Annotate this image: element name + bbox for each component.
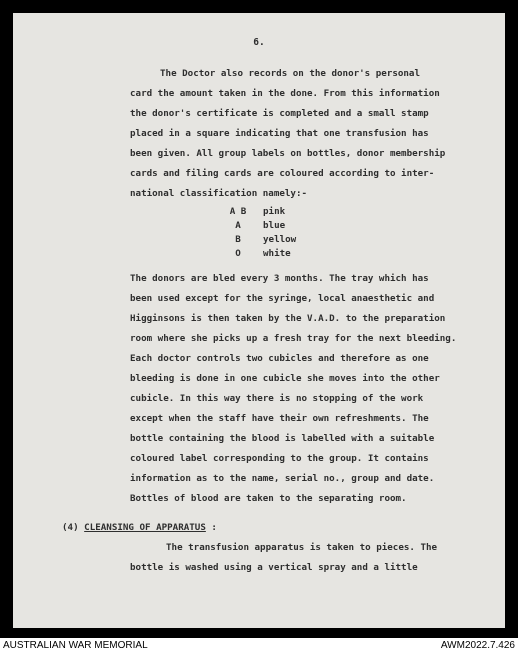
section-title: CLEANSING OF APPARATUS [84, 522, 206, 533]
text-line: cards and filing cards are coloured according to inter- [130, 168, 435, 179]
text-line: Higginsons is then taken by the V.A.D. to the preparation [130, 313, 446, 324]
group-code: O [235, 248, 241, 259]
text-line: placed in a square indicating that one transfusion has [130, 128, 429, 139]
group-colour: white [263, 248, 291, 259]
text-line: card the amount taken in the done. From this information [130, 88, 440, 99]
document-page [13, 13, 505, 628]
text-line: Each doctor controls two cubicles and therefore as one [130, 353, 429, 364]
text-line: room where she picks up a fresh tray for the next bleeding. [130, 333, 457, 344]
section-colon: : [205, 522, 217, 533]
text-line: bleeding is done in one cubicle she moves into the other [130, 373, 440, 384]
text-line: except when the staff have their own refreshments. The [130, 413, 429, 424]
group-code: A [235, 220, 241, 231]
blood-group-table [213, 206, 323, 262]
text-line: national classification namely:- [130, 188, 308, 199]
group-row [213, 220, 323, 234]
text-line: The donors are bled every 3 months. The tray which has [130, 273, 429, 284]
group-colour: yellow [263, 234, 297, 245]
group-colour: pink [263, 206, 286, 217]
group-row [213, 206, 323, 220]
text-line: been used except for the syringe, local anaesthetic and [130, 293, 435, 304]
text-line: The transfusion apparatus is taken to pieces. The [166, 542, 438, 553]
group-row [213, 248, 323, 262]
text-line: bottle is washed using a vertical spray and a little [130, 562, 418, 573]
text-line: Bottles of blood are taken to the separating room. [130, 493, 407, 504]
footer-bar [0, 638, 518, 653]
text-line: coloured label corresponding to the group. It contains [130, 453, 429, 464]
group-code: A B [229, 206, 247, 217]
page-number: 6. [253, 37, 265, 48]
group-code: B [235, 234, 241, 245]
text-line: The Doctor also records on the donor's personal [160, 68, 420, 79]
group-colour: blue [263, 220, 286, 231]
footer-credit: AUSTRALIAN WAR MEMORIAL [3, 640, 148, 651]
group-row [213, 234, 323, 248]
section-heading [62, 522, 217, 533]
text-line: the donor's certificate is completed and a small stamp [130, 108, 429, 119]
text-line: information as to the name, serial no., group and date. [130, 473, 435, 484]
text-line: been given. All group labels on bottles, donor membership [130, 148, 446, 159]
text-line: cubicle. In this way there is no stopping of the work [130, 393, 424, 404]
text-line: bottle containing the blood is labelled with a suitable [130, 433, 435, 444]
section-number: (4) [62, 522, 79, 533]
footer-accession-number: AWM2022.7.426 [440, 640, 515, 651]
